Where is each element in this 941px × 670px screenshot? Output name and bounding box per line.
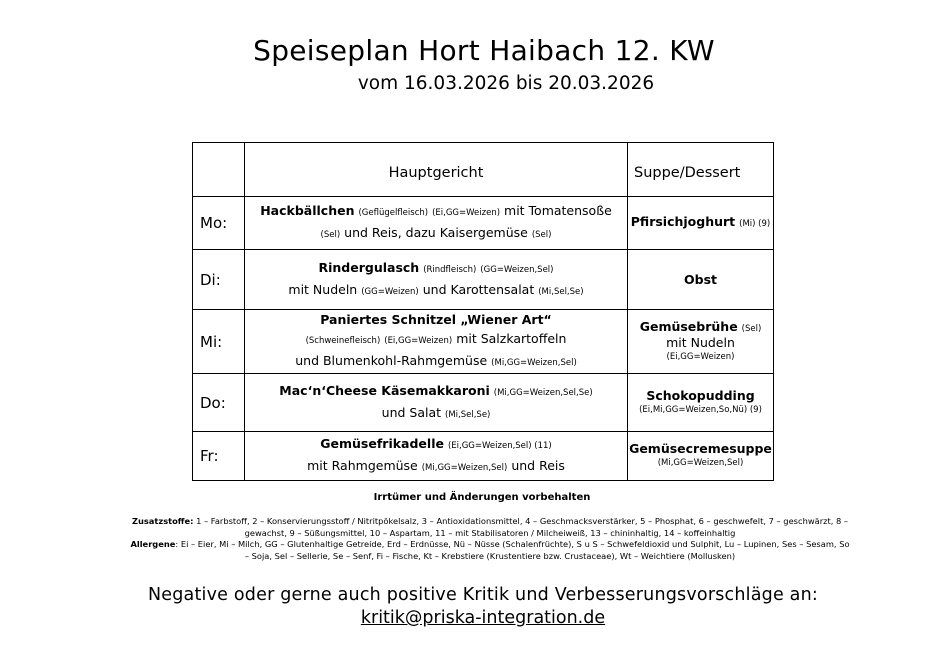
allergen-note: (Mi,GG=Weizen,Sel,Se)	[493, 387, 593, 398]
dish-text: mit Tomatensoße	[504, 203, 612, 218]
side-dish-name: Obst	[684, 271, 717, 287]
main-dish-cell	[245, 197, 628, 250]
side-dish-name: Pfirsichjoghurt	[630, 214, 736, 229]
allergen-note: (Mi,GG=Weizen,Sel)	[657, 458, 744, 468]
dish-note: (Schweinefleisch)	[305, 336, 381, 346]
side-dish-cell	[628, 197, 774, 250]
table-row-friday	[193, 432, 774, 481]
email-row	[0, 608, 941, 628]
dish-note: (Geflügelfleisch)	[358, 208, 429, 218]
table-row-tuesday	[193, 250, 774, 310]
dish-note: (Rindfleisch)	[423, 264, 477, 275]
allergen-note: (GG=Weizen)	[361, 286, 419, 297]
additives-text: 1 – Farbstoff, 2 – Konservierungsstoff / Nitritpökelsalz, 3 – Antioxidationsmittel, 4 – Geschmacksverstärker, 5 – Phosphat, 6 – geschwefelt, 7 – geschwärzt, 8 – gewachst, 9 – Süßungsmittel, 10 – Aspartam, 11 – mit Stabilisatoren / Milcheiweiß, 13 – chininhaltig, 14 – koffeinhaltig	[193, 516, 849, 538]
allergen-note: (Sel)	[320, 230, 341, 240]
header-main-dish: Hauptgericht	[245, 143, 628, 197]
table-row-monday	[193, 197, 774, 250]
dish-text: mit Nudeln	[288, 281, 358, 297]
allergens-label: Allergene	[130, 539, 176, 549]
day-label: Mi:	[193, 310, 245, 374]
disclaimer: Irrtümer und Änderungen vorbehalten	[373, 492, 591, 503]
dish-text: und Reis, dazu Kaisergemüse	[344, 225, 528, 240]
page-title: Speiseplan Hort Haibach 12. KW	[253, 34, 715, 67]
allergens-text: : Ei – Eier, Mi – Milch, GG – Glutenhaltige Getreide, Erd – Erdnüsse, Nü – Nüsse (Schalenfrüchte), S u S – Schwefeldioxid und Sulphit, Lu – Lupinen, Ses – Sesam, So – Soja, Sel – Sellerie, Se – Senf, Fi – Fische, Kt – Krebstiere (Krustentiere bzw. Crustaceae), Wt – Weichtiere (Mollusken)	[175, 539, 850, 561]
table-row-thursday	[193, 374, 774, 432]
side-dish-name: Schokopudding	[646, 387, 755, 403]
side-dish-cell	[628, 310, 774, 374]
allergens-legend	[128, 539, 852, 562]
day-label: Mo:	[193, 197, 245, 250]
side-dish-cell	[628, 432, 774, 481]
date-range: vom 16.03.2026 bis 20.03.2026	[357, 73, 655, 94]
dish-text: und Blumenkohl-Rahmgemüse	[295, 353, 488, 368]
side-dish-cell	[628, 374, 774, 432]
allergen-note: (Mi,Sel,Se)	[445, 409, 491, 420]
allergen-note: (Ei,GG=Weizen)	[432, 208, 501, 218]
allergen-note: (Sel)	[741, 323, 762, 334]
dish-name: Hackbällchen	[260, 203, 355, 218]
dish-name: Gemüsefrikadelle	[320, 436, 444, 451]
allergen-note: (GG=Weizen,Sel)	[480, 264, 554, 275]
allergen-note: (Ei,GG=Weizen,Sel) (11)	[447, 441, 552, 451]
dish-text: mit Rahmgemüse	[307, 458, 418, 473]
table-row-wednesday	[193, 310, 774, 374]
dish-name: Rindergulasch	[318, 259, 420, 275]
day-label: Fr:	[193, 432, 245, 481]
additives-legend	[128, 516, 852, 539]
email-link[interactable]: kritik@priska-integration.de	[360, 608, 606, 628]
dish-text: und Karottensalat	[422, 281, 535, 297]
allergen-note: (Mi,Sel,Se)	[538, 286, 584, 297]
dish-text: mit Salzkartoffeln	[456, 331, 567, 346]
side-dish-name: Gemüsecremesuppe	[629, 441, 772, 456]
header-row	[193, 143, 774, 197]
dish-name: Paniertes Schnitzel „Wiener Art“	[320, 312, 552, 327]
menu-table	[192, 142, 774, 481]
allergen-note: (Ei,GG=Weizen)	[666, 351, 735, 362]
main-dish-cell	[245, 250, 628, 310]
main-dish-cell	[245, 374, 628, 432]
dish-text: und Salat	[381, 404, 442, 420]
header-soup-dessert: Suppe/Dessert	[628, 143, 774, 197]
allergen-note: (Ei,GG=Weizen)	[384, 336, 453, 346]
main-dish-cell	[245, 310, 628, 374]
side-dish-cell	[628, 250, 774, 310]
allergen-note: (Mi,GG=Weizen,Sel)	[421, 463, 508, 473]
side-dish-text: mit Nudeln	[666, 334, 735, 350]
main-dish-cell	[245, 432, 628, 481]
day-label: Do:	[193, 374, 245, 432]
dish-name: Mac‘n‘Cheese Käsemakkaroni	[279, 382, 490, 398]
feedback-text: Negative oder gerne auch positive Kritik und Verbesserungsvorschläge an:	[147, 585, 818, 605]
additives-label: Zusatzstoffe:	[131, 516, 194, 526]
side-dish-name: Gemüsebrühe	[639, 318, 738, 334]
dish-text: und Reis	[511, 458, 565, 473]
allergen-note: (Sel)	[531, 230, 552, 240]
day-label: Di:	[193, 250, 245, 310]
allergen-note: (Mi) (9)	[739, 219, 771, 229]
allergen-note: (Ei,Mi,GG=Weizen,So,Nü) (9)	[639, 404, 762, 415]
legend-block	[128, 516, 852, 562]
allergen-note: (Mi,GG=Weizen,Sel)	[491, 358, 577, 368]
header-empty-cell	[193, 143, 245, 197]
